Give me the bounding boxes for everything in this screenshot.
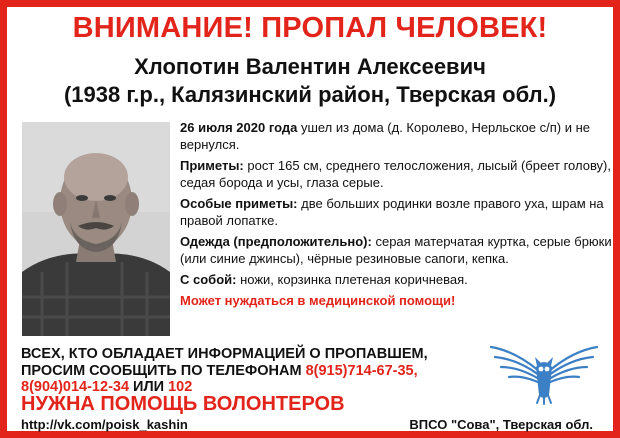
belongings-paragraph xyxy=(180,271,612,288)
medical-warning: Может нуждаться в медицинской помощи! xyxy=(180,293,456,308)
volunteers-call: НУЖНА ПОМОЩЬ ВОЛОНТЕРОВ xyxy=(21,393,345,415)
clothes-label: Одежда (предположительно): xyxy=(180,234,372,249)
contact-line-1: ВСЕХ, КТО ОБЛАДАЕТ ИНФОРМАЦИЕЙ О ПРОПАВШЕМ, xyxy=(21,346,428,362)
or-text: ИЛИ xyxy=(129,379,169,395)
person-details: (1938 г.р., Калязинский район, Тверская обл.) xyxy=(63,82,557,107)
contact-line-2-text: ПРОСИМ СООБЩИТЬ ПО ТЕЛЕФОНАМ xyxy=(21,362,306,379)
signs-label: Приметы: xyxy=(180,158,244,173)
special-signs-paragraph xyxy=(180,195,612,229)
clothes-paragraph xyxy=(180,233,612,267)
disappearance-text: ушел из дома (д. Королево, Нерльское с/п) и не вернулся. xyxy=(180,120,590,152)
person-name: Хлопотин Валентин Алексеевич xyxy=(134,54,486,79)
contact-line-2 xyxy=(21,363,491,380)
signs-paragraph xyxy=(180,157,612,191)
phone-2: 8(904)014-12-34 xyxy=(21,379,130,395)
clothes-text: серая матерчатая куртка, серые брюки (или синие джинсы), чёрные резиновые сапоги, кепка. xyxy=(180,234,612,266)
missing-person-photo xyxy=(22,122,170,336)
belongings-label: С собой: xyxy=(180,272,237,287)
vk-link[interactable]: http://vk.com/poisk_kashin xyxy=(21,417,188,432)
poster-headline: ВНИМАНИЕ! ПРОПАЛ ЧЕЛОВЕК! xyxy=(72,12,548,44)
special-signs-text: две больших родинки возле правого уха, шрам на правой лопатке. xyxy=(180,196,604,228)
phone-1: 8(915)714-67-35, xyxy=(305,362,418,379)
description-block xyxy=(180,119,612,313)
owl-logo-icon xyxy=(485,337,603,405)
special-signs-label: Особые приметы: xyxy=(180,196,298,211)
disappearance-paragraph xyxy=(180,119,612,153)
signs-text: рост 165 см, среднего телосложения, лысый (бреет голову), седая борода и усы, глаза серые. xyxy=(180,158,611,190)
disappearance-date: 26 июля 2020 года xyxy=(180,120,298,135)
contact-block xyxy=(21,346,491,396)
belongings-text: ножи, корзинка плетеная коричневая. xyxy=(236,272,468,287)
organization-name: ВПСО "Сова", Тверская обл. xyxy=(409,417,593,432)
phone-3: 102 xyxy=(168,379,193,395)
